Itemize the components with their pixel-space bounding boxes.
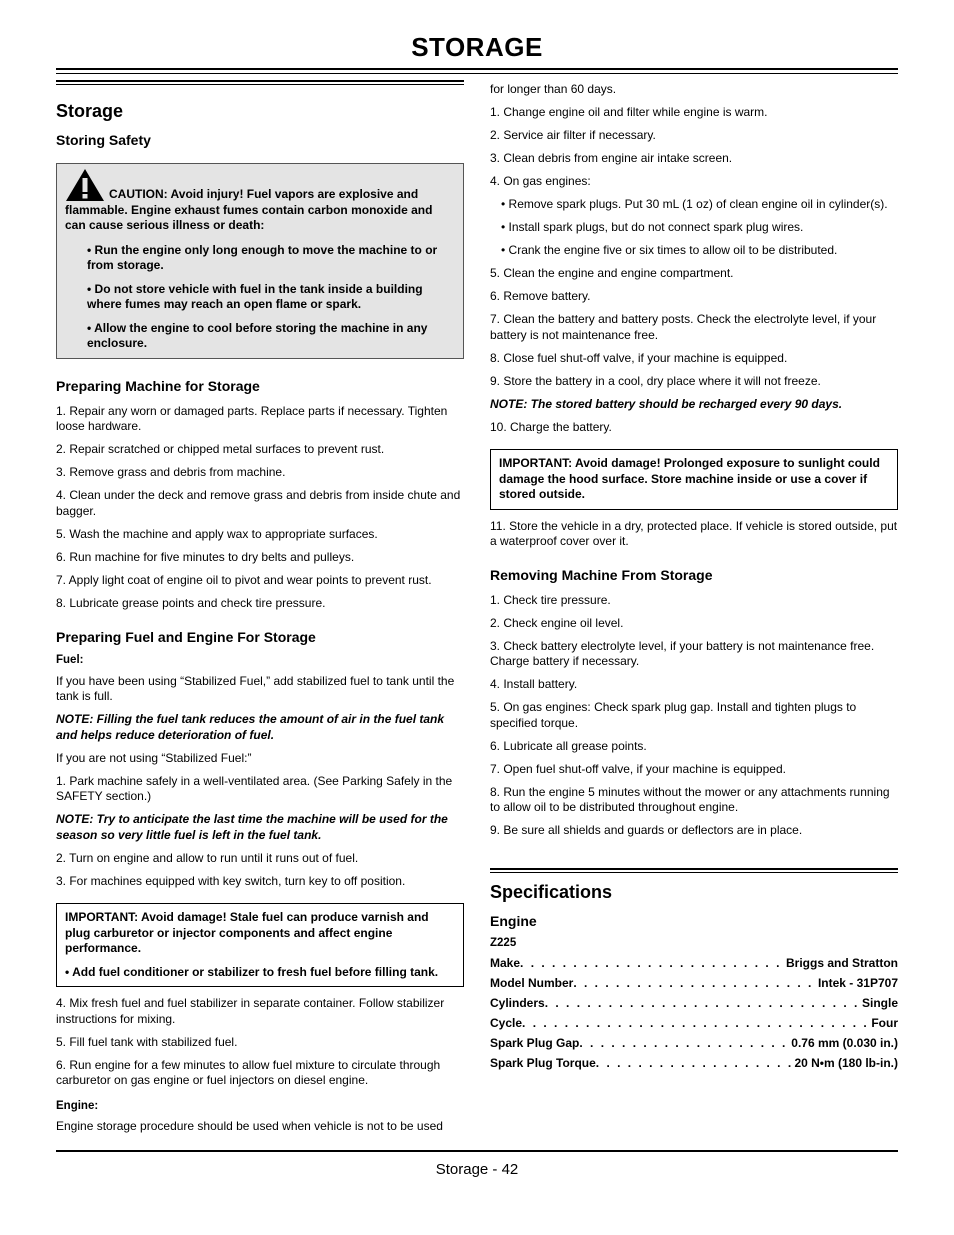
important-bullet: • Add fuel conditioner or stabilizer to fresh fuel before filling tank. <box>65 964 439 979</box>
spec-label: Spark Plug Torque <box>490 1056 596 1070</box>
section-title-specifications: Specifications <box>490 881 613 902</box>
paragraph: Engine storage procedure should be used when vehicle is not to be used <box>56 1119 443 1133</box>
note: NOTE: The stored battery should be recharged every 90 days. <box>490 396 843 411</box>
heading-preparing-machine: Preparing Machine for Storage <box>56 377 260 394</box>
spec-label: Model Number <box>490 976 574 990</box>
list-item: 2. Repair scratched or chipped metal surfaces to prevent rust. <box>56 442 385 456</box>
spec-value: Briggs and Stratton <box>785 956 898 970</box>
list-item: 6. Remove battery. <box>490 289 591 303</box>
spec-row-make <box>490 953 898 973</box>
section-rule <box>490 868 898 873</box>
spec-value: 20 N•m (180 lb-in.) <box>794 1056 898 1070</box>
spec-label: Make <box>490 956 521 970</box>
right-column <box>490 82 898 1073</box>
list-item: 4. Mix fresh fuel and fuel stabilizer in separate container. Follow stabilizer instructions for mixing. <box>56 996 445 1026</box>
note: NOTE: Try to anticipate the last time the machine will be used for the season so very little fuel is left in the fuel tank. <box>56 812 448 842</box>
list-item: 6. Lubricate all grease points. <box>490 738 647 753</box>
page-title: STORAGE <box>411 32 543 62</box>
list-item: 3. Check battery electrolyte level, if your battery is not maintenance free. Charge battery if necessary. <box>490 638 875 668</box>
bullet-item: • Crank the engine five or six times to allow oil to be distributed. <box>501 243 838 257</box>
heading-removing-machine: Removing Machine From Storage <box>490 566 713 583</box>
spec-value: Intek - 31P707 <box>817 976 898 990</box>
important-text: IMPORTANT: Avoid damage! Prolonged exposure to sunlight could damage the hood surface. Store machine inside or use a cover if stored outside. <box>499 456 880 501</box>
caution-bullet: • Run the engine only long enough to move the machine to or from storage. <box>87 242 438 272</box>
left-column <box>56 80 464 1142</box>
spec-value: Single <box>861 996 898 1010</box>
list-item: 7. Apply light coat of engine oil to pivot and wear points to prevent rust. <box>56 572 432 587</box>
spec-label: Cycle <box>490 1016 523 1030</box>
list-item: 5. On gas engines: Check spark plug gap. Install and tighten plugs to specified torque. <box>490 700 857 730</box>
list-item: 1. Repair any worn or damaged parts. Replace parts if necessary. Tighten loose hardware. <box>56 403 448 433</box>
list-item: 7. Clean the battery and battery posts. Check the electrolyte level, if your battery is not maintenance free. <box>490 312 877 342</box>
heading-preparing-fuel: Preparing Fuel and Engine For Storage <box>56 629 316 645</box>
list-item: 7. Open fuel shut-off valve, if your machine is equipped. <box>490 761 786 776</box>
important-box <box>490 449 898 510</box>
important-box <box>56 903 464 987</box>
caution-bullet: • Do not store vehicle with fuel in the tank inside a building where fumes may reach an open flame or spark. <box>87 281 423 311</box>
caution-box <box>56 163 464 359</box>
heading-storing-safety: Storing Safety <box>56 132 151 148</box>
list-item: 2. Check engine oil level. <box>490 615 624 630</box>
bullet-item: • Install spark plugs, but do not connect spark plug wires. <box>501 220 804 234</box>
spec-label: Spark Plug Gap <box>490 1036 580 1050</box>
list-item: 4. On gas engines: <box>490 174 591 188</box>
list-item: 1. Check tire pressure. <box>490 592 611 607</box>
list-item: 1. Park machine safely in a well-ventilated area. (See Parking Safely in the SAFETY section.) <box>56 773 453 803</box>
list-item: 2. Service air filter if necessary. <box>490 128 656 142</box>
list-item: 5. Fill fuel tank with stabilized fuel. <box>56 1034 238 1049</box>
spec-value: 0.76 mm (0.030 in.) <box>791 1036 898 1050</box>
fuel-label: Fuel: <box>56 654 84 666</box>
spec-value: Four <box>871 1016 898 1030</box>
list-item: 9. Store the battery in a cool, dry place where it will not freeze. <box>490 373 821 388</box>
warning-triangle-icon <box>65 168 105 202</box>
title-rule <box>56 68 898 74</box>
engine-label: Engine: <box>56 1099 99 1112</box>
footer-rule <box>56 1150 898 1152</box>
spec-row-spark-plug-torque <box>490 1053 898 1073</box>
list-item: 11. Store the vehicle in a dry, protected place. If vehicle is stored outside, put a waterproof cover over it. <box>490 518 898 548</box>
paragraph: If you are not using “Stabilized Fuel:” <box>56 750 252 765</box>
list-item: 4. Clean under the deck and remove grass and debris from inside chute and bagger. <box>56 488 461 518</box>
spec-row-spark-plug-gap <box>490 1033 898 1053</box>
note: NOTE: Filling the fuel tank reduces the amount of air in the fuel tank and helps reduce deterioration of fuel. <box>56 712 445 742</box>
list-item: 1. Change engine oil and filter while engine is warm. <box>490 105 768 119</box>
bullet-item: • Remove spark plugs. Put 30 mL (1 oz) of clean engine oil in cylinder(s). <box>501 197 888 211</box>
list-item: 6. Run machine for five minutes to dry belts and pulleys. <box>56 549 355 564</box>
paragraph: for longer than 60 days. <box>490 82 617 96</box>
list-item: 4. Install battery. <box>490 677 578 691</box>
list-item: 8. Close fuel shut-off valve, if your machine is equipped. <box>490 350 788 365</box>
list-item: 3. For machines equipped with key switch, turn key to off position. <box>56 873 406 888</box>
spec-label: Cylinders <box>490 996 545 1010</box>
list-item: 3. Clean debris from engine air intake screen. <box>490 151 733 165</box>
list-item: 3. Remove grass and debris from machine. <box>56 465 286 479</box>
section-title-storage: Storage <box>56 101 124 121</box>
list-item: 2. Turn on engine and allow to run until it runs out of fuel. <box>56 850 359 865</box>
section-rule <box>56 80 464 85</box>
list-item: 5. Clean the engine and engine compartment. <box>490 266 734 280</box>
caution-bullet: • Allow the engine to cool before storing the machine in any enclosure. <box>87 320 428 350</box>
caution-heading <box>65 168 455 234</box>
list-item: 6. Run engine for a few minutes to allow fuel mixture to circulate through carburetor on gas engine or fuel injectors on diesel engine. <box>56 1057 441 1087</box>
important-text: IMPORTANT: Avoid damage! Stale fuel can produce varnish and plug carburetor or injector components and affect engine performance. <box>65 910 429 955</box>
page-footer: Storage - 42 <box>435 1161 519 1178</box>
spec-row-model-number <box>490 973 898 993</box>
list-item: 8. Lubricate grease points and check tire pressure. <box>56 595 326 610</box>
spec-row-cylinders <box>490 993 898 1013</box>
heading-engine: Engine <box>490 912 537 929</box>
paragraph: If you have been using “Stabilized Fuel,” add stabilized fuel to tank until the tank is full. <box>56 673 455 703</box>
list-item: 10. Charge the battery. <box>490 419 612 434</box>
model-label: Z225 <box>490 936 517 949</box>
list-item: 5. Wash the machine and apply wax to appropriate surfaces. <box>56 526 378 541</box>
list-item: 9. Be sure all shields and guards or deflectors are in place. <box>490 823 803 837</box>
spec-row-cycle <box>490 1013 898 1033</box>
caution-text: CAUTION: Avoid injury! Fuel vapors are explosive and flammable. Engine exhaust fumes contain carbon monoxide and can cause serious illness or death: <box>65 187 433 232</box>
list-item: 8. Run the engine 5 minutes without the mower or any attachments running to allow oil to be distributed throughout engine. <box>490 784 890 814</box>
